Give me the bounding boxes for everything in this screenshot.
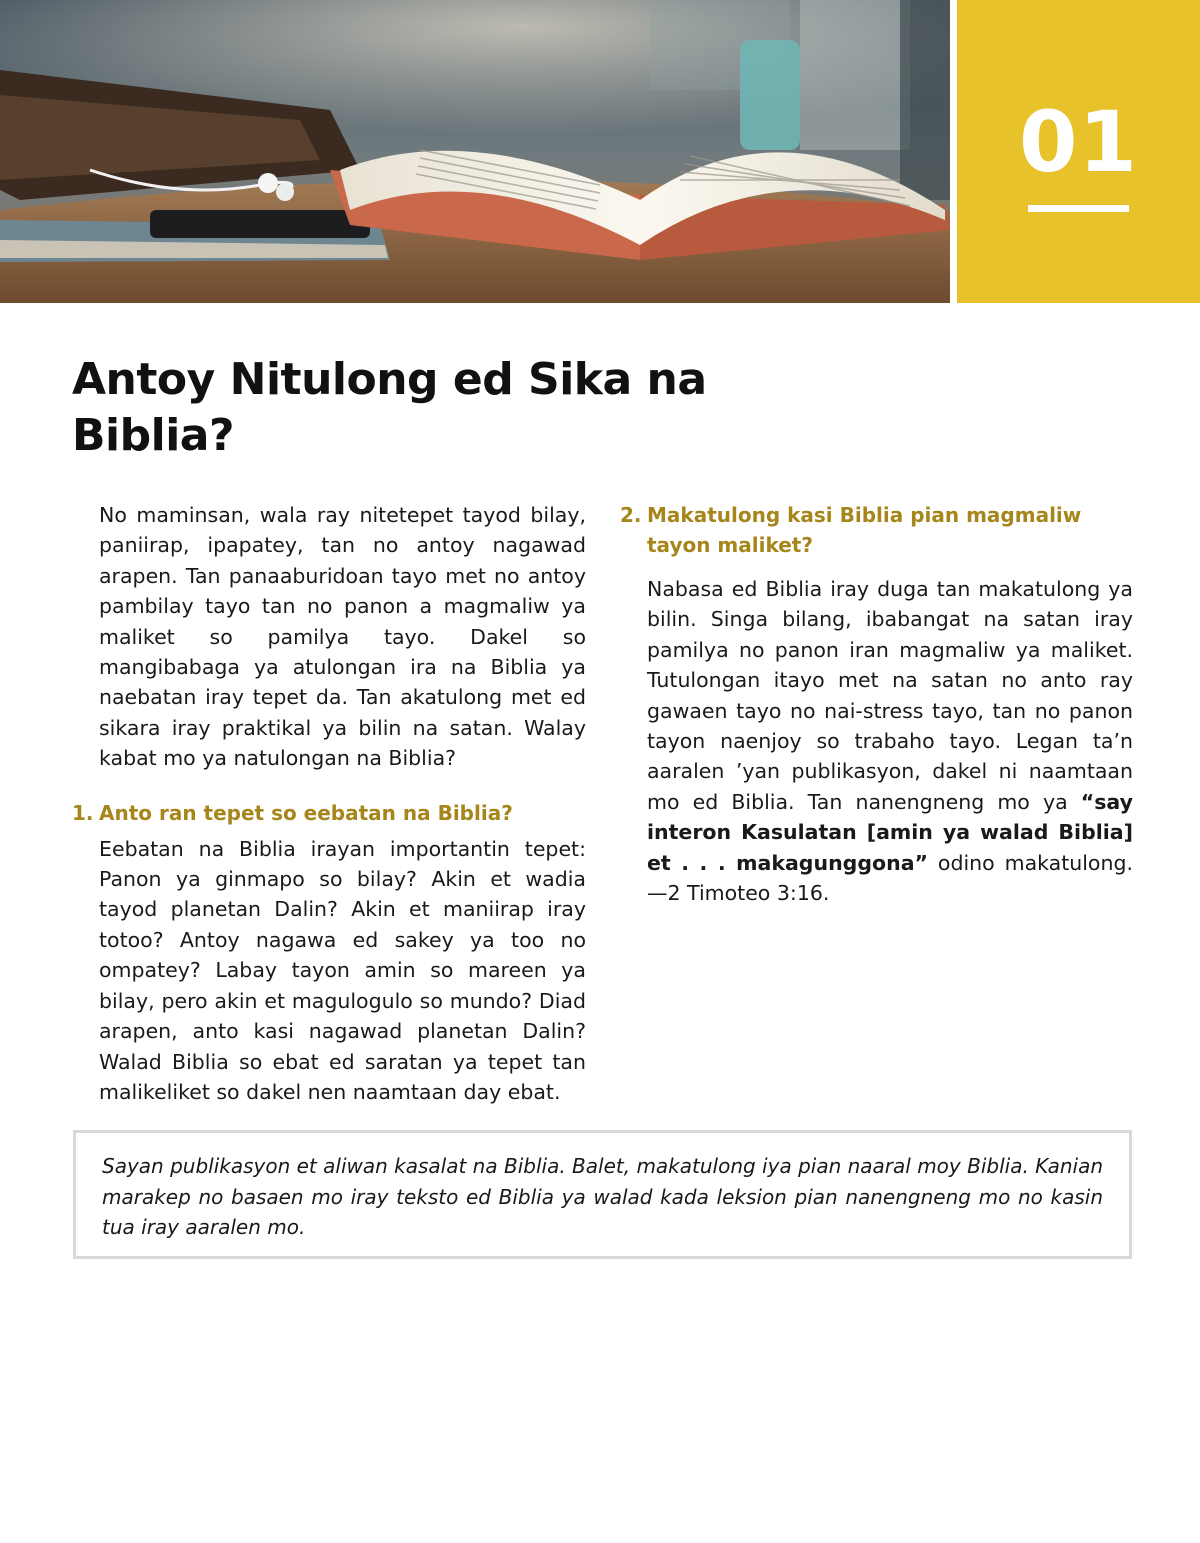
question-2-heading	[620, 500, 1133, 560]
lesson-badge	[957, 0, 1200, 303]
question-2-number: 2.	[620, 503, 642, 527]
question-2-body-start: Nabasa ed Biblia iray duga tan makatulong ya bilin. Singa bilang, ibabangat na satan iray pamilya no panon iran magmaliw ya maliket. Tutulongan itayo met na satan no anto ray gawaen tayo no nai-stress tayo, tan no panon tayon naenjoy so trabaho tayo. Legan ta’n aaralen ’yan publikasyon, dakel ni naamtaan mo ed Biblia. Tan nanengneng mo ya	[647, 577, 1133, 814]
left-column	[72, 500, 586, 1107]
lesson-number-underline	[1028, 205, 1129, 212]
note-box	[73, 1130, 1132, 1259]
question-1-text: Anto ran tepet so eebatan na Biblia?	[99, 800, 513, 825]
question-2-body	[647, 574, 1133, 908]
open-bible-photo	[0, 0, 950, 303]
question-1-body: Eebatan na Biblia irayan importantin tepet: Panon ya ginmapo so bilay? Akin et wadia tayod planetan Dalin? Akin et maniirap iray totoo? Antoy nagawa ed sakey ya too no ompatey? Labay tayon amin so mareen ya bilay, pero akin et magulogulo so mundo? Diad arapen, anto kasi nagawad planetan Dalin? Walad Biblia so ebat ed saratan ya tepet tan malikeliket so dakel nen naamtaan day ebat.	[99, 836, 586, 1104]
lesson-number: 01	[1019, 93, 1138, 191]
question-1-heading	[72, 798, 586, 828]
note-text: Sayan publikasyon et aliwan kasalat na Biblia. Balet, makatulong iya pian naaral moy Biblia. Kanian marakep no basaen mo iray teksto ed Biblia ya walad kada leksion pian nanengneng mo no kasin tua iray aaralen mo.	[102, 1154, 1103, 1239]
page-title: Antoy Nitulong ed Sika na Biblia?	[72, 354, 707, 461]
question-1-number: 1.	[72, 800, 94, 825]
question-2-text: Makatulong kasi Biblia pian magmaliw tayon maliket?	[647, 503, 1082, 557]
scripture-quote: “say interon Kasulatan [amin ya walad Biblia] et . . . makagunggona”	[647, 789, 1133, 875]
right-column	[620, 500, 1133, 908]
header-photo	[0, 0, 950, 303]
question-2-body-end: odino makatulong.—2 Timoteo 3:16.	[647, 850, 1133, 906]
intro-paragraph: No maminsan, wala ray nitetepet tayod bilay, paniirap, ipapatey, tan no antoy nagawad arapen. Tan panaaburidoan tayo met no antoy pambilay tayo tan no panon a magmaliw ya maliket so pamilya tayo. Dakel so mangibabaga ya atulongan ira na Biblia ya naebatan iray tepet da. Tan akatulong met ed sikara iray praktikal ya bilin na satan. Walay kabat mo ya natulongan na Biblia?	[99, 503, 586, 771]
